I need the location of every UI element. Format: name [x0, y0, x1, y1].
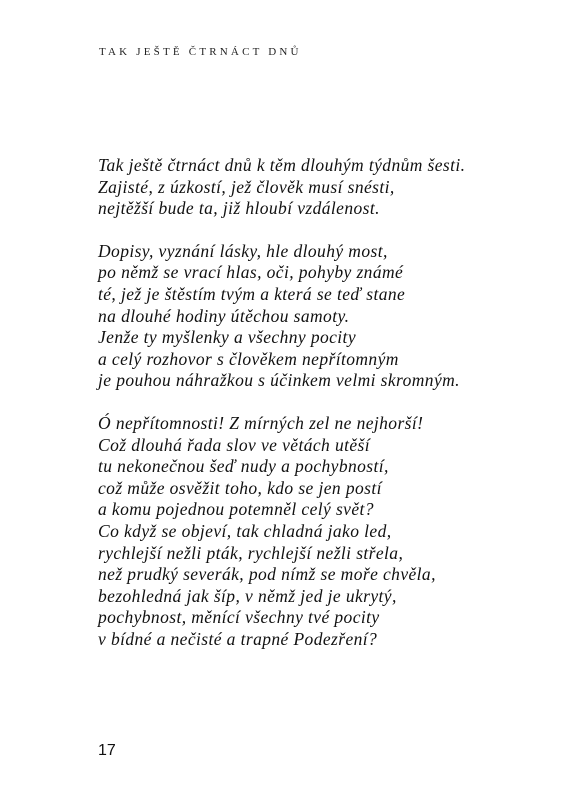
- poem-line: Což dlouhá řada slov ve větách utěší: [98, 434, 370, 455]
- poem-line: Zajisté, z úzkostí, jež člověk musí snésti,: [98, 176, 395, 197]
- poem-line: nejtěžší bude ta, již hloubí vzdálenost.: [98, 198, 380, 219]
- poem: [98, 155, 558, 671]
- poem-line: rychlejší nežli pták, rychlejší nežli střela,: [98, 542, 404, 563]
- poem-line: je pouhou náhražkou s účinkem velmi skromným.: [98, 370, 460, 391]
- running-head: TAK JEŠTĚ ČTRNÁCT DNŮ: [99, 46, 302, 58]
- stanza-1: [98, 155, 558, 220]
- poem-line: tu nekonečnou šeď nudy a pochybností,: [98, 456, 389, 477]
- poem-line: té, jež je štěstím tvým a která se teď stane: [98, 283, 406, 304]
- poem-line: a celý rozhovor s člověkem nepřítomným: [98, 348, 399, 369]
- poem-line: Dopisy, vyznání lásky, hle dlouhý most,: [98, 240, 388, 261]
- poem-line: bezohledná jak šíp, v němž jed je ukrytý,: [98, 585, 397, 606]
- poem-line: Ó nepřítomnosti! Z mírných zel ne nejhorší!: [98, 412, 424, 433]
- stanza-2: [98, 241, 558, 392]
- poem-line: na dlouhé hodiny útěchou samoty.: [98, 305, 350, 326]
- poem-line: Co když se objeví, tak chladná jako led,: [98, 520, 392, 541]
- poem-line: Jenže ty myšlenky a všechny pocity: [98, 327, 356, 348]
- poem-line: a komu pojednou potemněl celý svět?: [98, 499, 374, 520]
- stanza-3: [98, 413, 558, 651]
- poem-line: po němž se vrací hlas, oči, pohyby známé: [98, 262, 404, 283]
- poem-line: než prudký severák, pod nímž se moře chvěla,: [98, 564, 436, 585]
- page-number: 17: [98, 742, 116, 759]
- poem-line: což může osvěžit toho, kdo se jen postí: [98, 477, 382, 498]
- poem-line: Tak ještě čtrnáct dnů k těm dlouhým týdnům šesti.: [98, 155, 466, 175]
- poem-line: v bídné a nečisté a trapné Podezření?: [98, 628, 378, 649]
- poem-line: pochybnost, měnící všechny tvé pocity: [98, 607, 380, 628]
